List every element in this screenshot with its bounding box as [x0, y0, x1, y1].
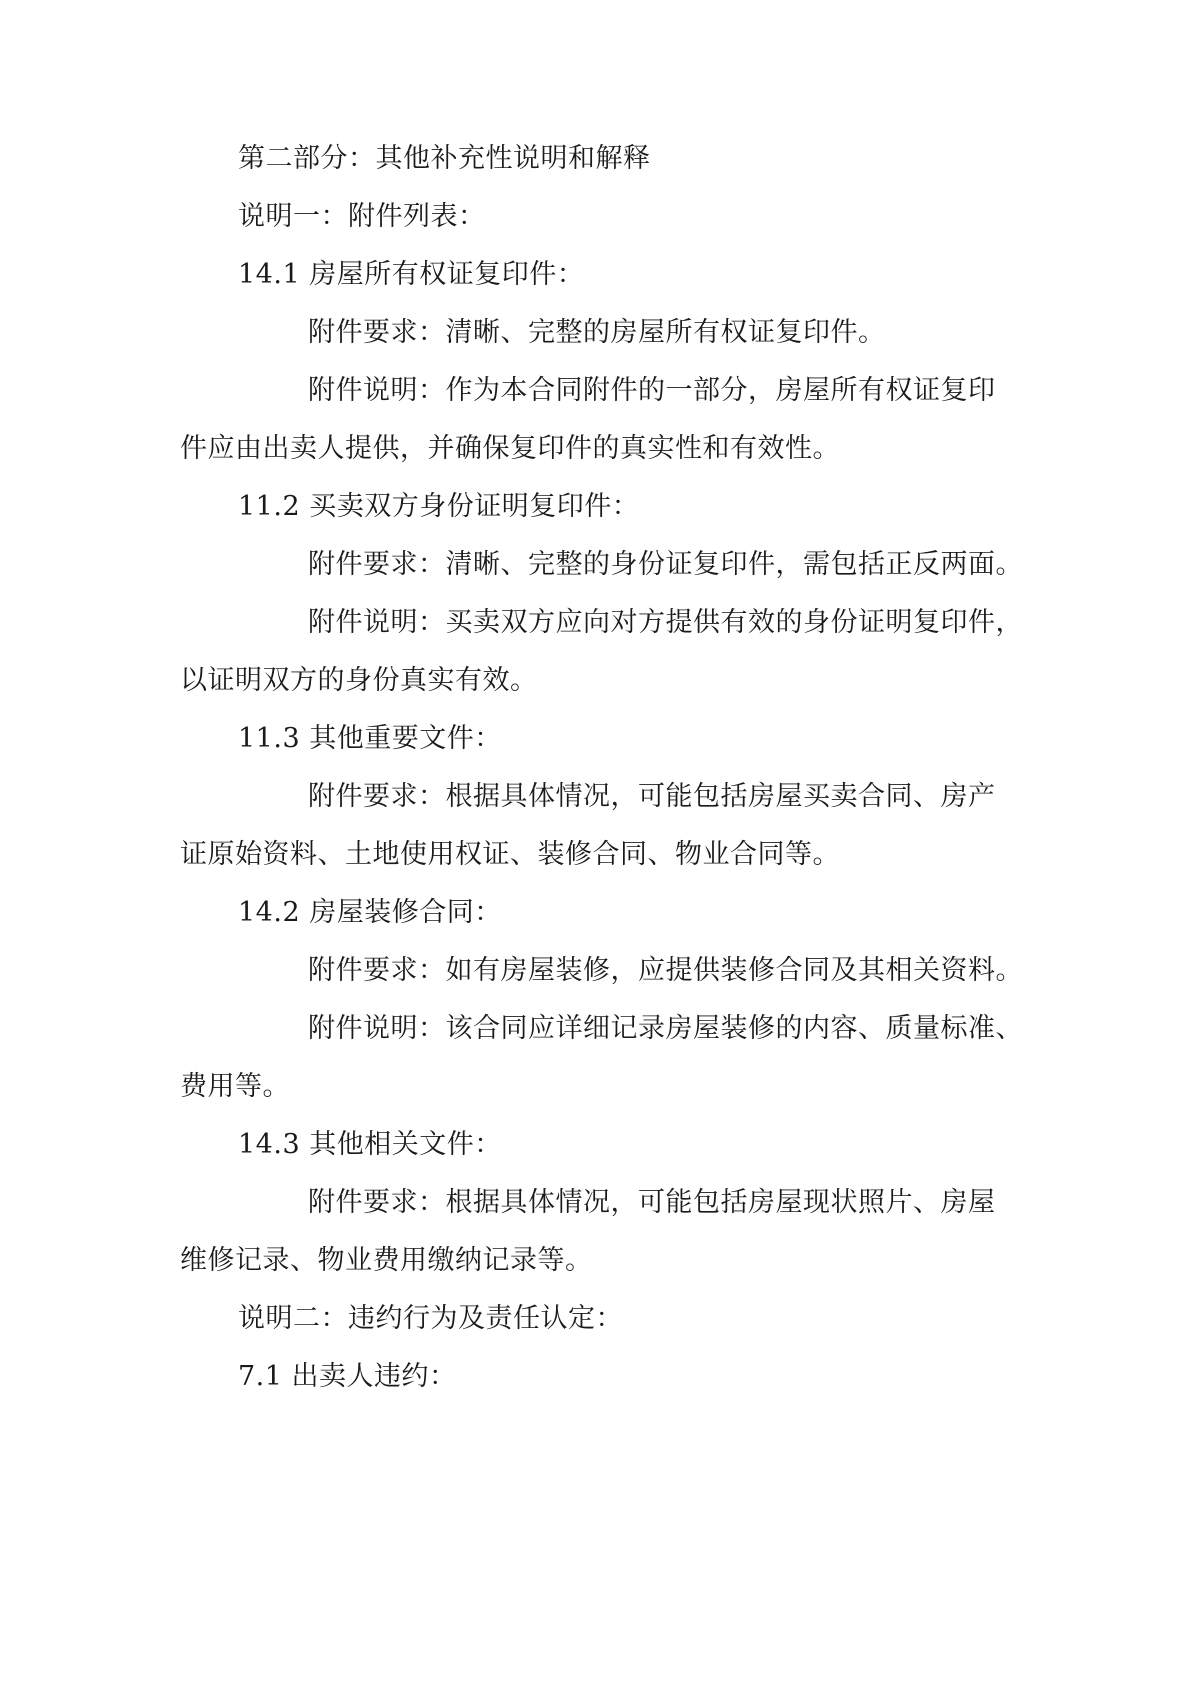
attachment-requirement: 附件要求：如有房屋装修，应提供装修合同及其相关资料。 [308, 955, 1023, 986]
item-heading: 7.1 出卖人违约： [238, 1361, 457, 1392]
section-heading: 说明二：违约行为及责任认定： [238, 1303, 623, 1334]
part-heading: 第二部分：其他补充性说明和解释 [238, 143, 651, 174]
attachment-requirement: 附件要求：根据具体情况，可能包括房屋现状照片、房屋 [308, 1187, 996, 1218]
attachment-requirement: 附件要求：清晰、完整的身份证复印件，需包括正反两面。 [308, 549, 1023, 580]
item-heading: 14.1 房屋所有权证复印件： [238, 259, 585, 290]
attachment-description: 附件说明：买卖双方应向对方提供有效的身份证明复印件， [308, 607, 1023, 638]
item-heading: 11.3 其他重要文件： [238, 723, 502, 754]
item-heading: 14.3 其他相关文件： [238, 1129, 502, 1160]
paragraph-continuation: 费用等。 [180, 1071, 290, 1102]
attachment-description: 附件说明：该合同应详细记录房屋装修的内容、质量标准、 [308, 1013, 1023, 1044]
paragraph-continuation: 以证明双方的身份真实有效。 [180, 665, 538, 696]
attachment-description: 附件说明：作为本合同附件的一部分，房屋所有权证复印 [308, 375, 996, 406]
attachment-requirement: 附件要求：根据具体情况，可能包括房屋买卖合同、房产 [308, 781, 996, 812]
paragraph-continuation: 维修记录、物业费用缴纳记录等。 [180, 1245, 593, 1276]
section-heading: 说明一：附件列表： [238, 201, 486, 232]
paragraph-continuation: 件应由出卖人提供，并确保复印件的真实性和有效性。 [180, 433, 840, 464]
item-heading: 11.2 买卖双方身份证明复印件： [238, 491, 640, 522]
paragraph-continuation: 证原始资料、土地使用权证、装修合同、物业合同等。 [180, 839, 840, 870]
attachment-requirement: 附件要求：清晰、完整的房屋所有权证复印件。 [308, 317, 886, 348]
item-heading: 14.2 房屋装修合同： [238, 897, 502, 928]
